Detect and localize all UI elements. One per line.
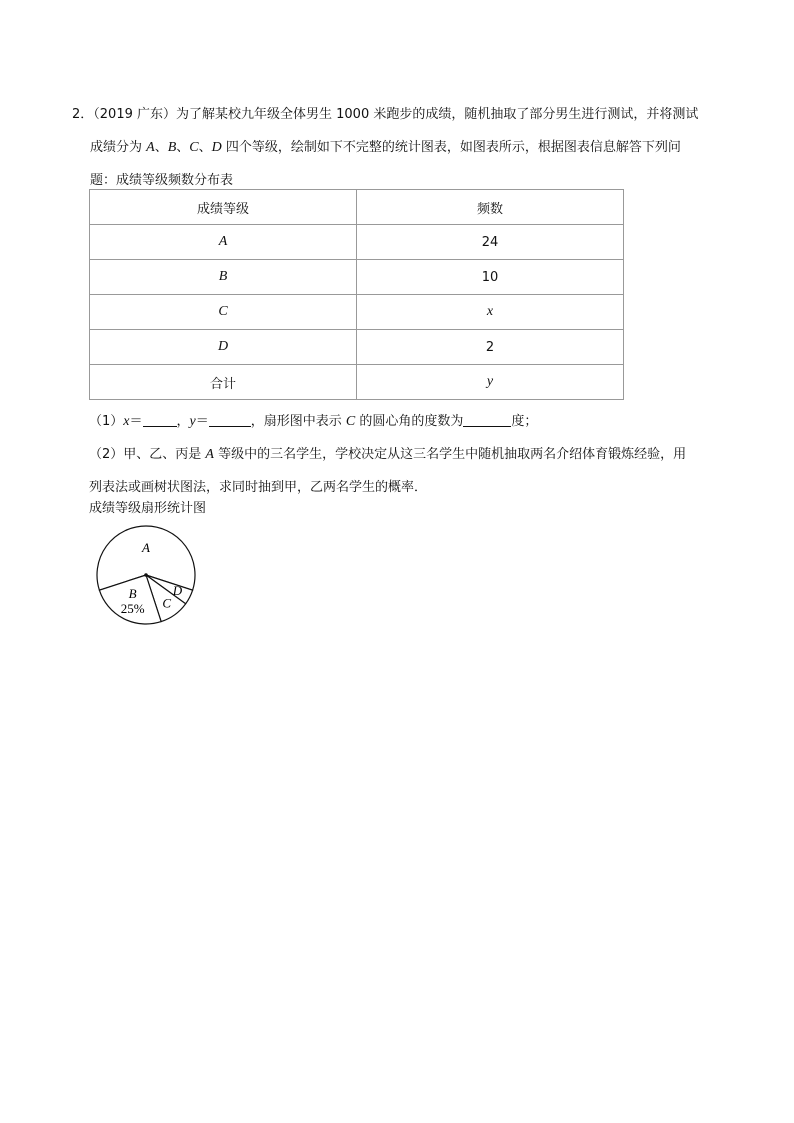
sub2-text-2: 列表法或画树状图法，求同时抽到甲，乙两名学生的概率． [89,480,428,495]
sub1-middle-text: ，扇形图中表示 [250,414,346,429]
table-cell: B [90,260,357,295]
separator: 、 [176,140,190,155]
table-cell: x [357,295,624,330]
table-row [90,260,624,295]
question-text-2a: 成绩分为 [90,140,147,155]
answer-blank-angle[interactable] [463,412,511,427]
sub1-suffix-a: 的圆心角的度数为 [355,414,464,429]
question-source: （2019 广东） [93,107,176,122]
table-cell: 24 [357,225,624,260]
pie-center-dot [144,573,148,577]
var-x: x [123,414,130,429]
table-header-cell: 成绩等级 [90,190,357,225]
pie-annotation-b: 25% [120,601,145,617]
question-text-1: 为了解某校九年级全体男生 1000 米跑步的成绩，随机抽取了部分男生进行测试，并将测试 [176,107,699,122]
table-cell: D [90,330,357,365]
comma: ， [176,414,190,429]
grade-c-label: C [189,140,199,155]
table-header-row [90,190,624,225]
separator: 、 [198,140,212,155]
question-text-3: 题：成绩等级频数分布表 [90,173,234,188]
equals-sign: ＝ [129,414,143,429]
table-cell: 10 [357,260,624,295]
table-cell: y [357,365,624,400]
answer-blank-x[interactable] [143,412,177,427]
chart-title: 成绩等级扇形统计图 [89,501,207,516]
question-stem [72,98,732,197]
grade-a-label: A [146,140,155,155]
table-cell: A [90,225,357,260]
pie-label-b: B [128,586,137,602]
var-y: y [189,414,196,429]
table-row [90,330,624,365]
separator: 、 [154,140,168,155]
sub2-prefix: （2）甲、乙、丙是 [89,447,206,462]
grade-d-label: D [211,140,222,155]
table-row [90,225,624,260]
var-c: C [345,414,356,429]
sub-question-1 [89,405,739,438]
sub2-text-1: 等级中的三名学生，学校决定从这三名学生中随机抽取两名介绍体育锻炼经验，用 [213,447,687,462]
question-text-2b: 四个等级，绘制如下不完整的统计图表，如图表所示，根据图表信息解答下列问 [221,140,681,155]
equals-sign: ＝ [195,414,209,429]
sub1-suffix-b: 度； [511,414,538,429]
table-cell: 合计 [90,365,357,400]
table-row [90,365,624,400]
grade-b-label: B [167,140,177,155]
sub1-prefix: （1） [89,414,124,429]
question-number: 2． [72,107,94,122]
question-line-1 [72,98,732,131]
sub-questions [89,405,739,504]
answer-blank-y[interactable] [209,412,251,427]
pie-chart [90,525,200,635]
table-row [90,295,624,330]
pie-label-c: C [162,595,172,611]
table-cell: C [90,295,357,330]
var-a: A [205,447,214,462]
sub-question-2 [89,438,739,471]
table-header-cell: 频数 [357,190,624,225]
question-line-2 [72,131,732,164]
table-cell: 2 [357,330,624,365]
frequency-table [89,189,624,400]
pie-label-a: A [142,540,150,556]
pie-label-d: D [172,583,183,599]
